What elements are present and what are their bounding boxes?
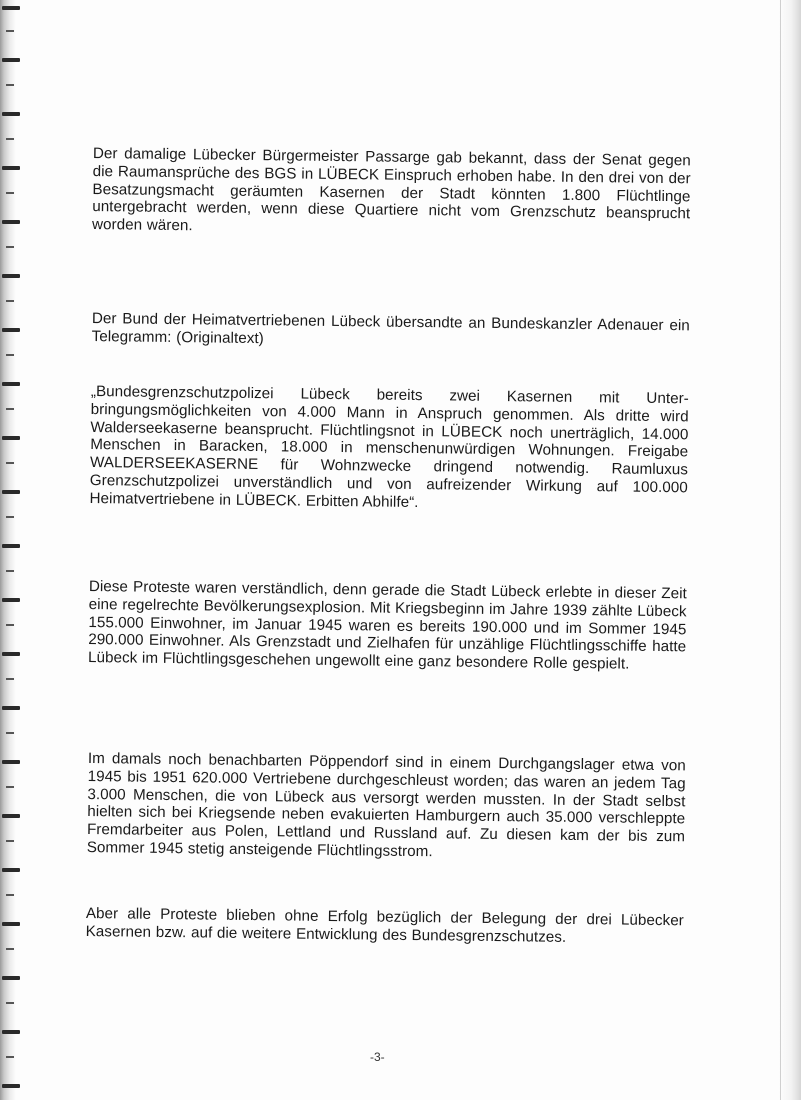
binding-mark [6,894,14,896]
binding-ring [2,814,20,818]
binding-mark [6,948,14,950]
paragraph-telegramm-text: „Bundesgrenzschutzpolizei Lübeck bereits zwei Kasernen mit Unter-bringungsmöglichkeiten von 4.000 Mann in Anspruch genommen. Als dritte wird Walderseekaserne beansprucht. Flüchtlingsnot in LÜBECK noch unerträglich, 14.000 Menschen in Baracken, 18.000 in menschenunwürdigen Wohnungen. Freigabe WALDERSEEKASERNE für Wohnzwecke dringend notwendig. Raumluxus Grenzschutzpolizei unverständlich und von aufreizender Wirkung auf 100.000 Heimatvertriebene in LÜBECK. Erbitten Abhilfe“. [89,383,689,511]
binding-ring [2,922,20,926]
binding-ring [2,868,20,872]
binding-ring [2,598,20,602]
binding-mark [6,1056,14,1058]
binding-mark [6,246,14,248]
binding-mark [6,192,14,194]
binding-ring [2,166,20,170]
page-number: -3- [370,1050,385,1064]
paragraph-telegramm-intro: Der Bund der Heimatvertriebenen Lübeck übersandte an Bundeskanzler Adenauer ein Telegramm: (Originaltext) [91,310,690,348]
binding-mark [6,462,14,464]
binding-ring [2,976,20,980]
page-edge-line [780,0,781,1100]
binding-ring [2,1030,20,1034]
binding-mark [6,354,14,356]
binding-mark [6,516,14,518]
binding-ring [2,544,20,548]
binding-mark [6,1002,14,1004]
binding-ring [2,112,20,116]
page-edge-shadow [779,0,801,1100]
binding-mark [6,786,14,788]
binding-mark [6,84,14,86]
binding-edge [0,0,16,1100]
binding-ring [2,6,20,10]
binding-ring [2,490,20,494]
binding-mark [6,624,14,626]
paragraph-poeppendorf: Im damals noch benachbarten Pöppendorf sind in einem Durchgangslager etwa von 1945 bis 1951 620.000 Vertriebene durchgeschleust worden; das waren an jedem Tag 3.000 Menschen, die von Lübeck aus versorgt werden mussten. In der Stadt selbst hielten sich bei Kriegsende neben evakuierten Hamburgern auch 35.000 verschleppte Fremdarbeiter aus Polen, Lettland und Russland auf. Zu diesen kam der bis zum Sommer 1945 stetig ansteigende Flüchtlingsstrom. [86,750,686,861]
binding-mark [6,840,14,842]
paragraph-senat-einspruch: Der damalige Lübecker Bürgermeister Passarge gab bekannt, dass der Senat gegen die Raumansprüche des BGS in LÜBECK Einspruch erhoben habe. In den drei von der Besatzungsmacht geräumten Kasernen der Stadt könnten 1.800 Flüchtlinge untergebracht werden, wenn diese Quartiere nicht vom Grenzschutz beansprucht worden wären. [91,145,691,235]
binding-mark [6,570,14,572]
binding-mark [6,30,14,32]
binding-ring [2,58,20,62]
binding-ring [2,274,20,278]
binding-ring [2,1084,20,1088]
binding-mark [6,408,14,410]
binding-ring [2,652,20,656]
binding-ring [2,760,20,764]
binding-ring [2,436,20,440]
binding-mark [6,300,14,302]
binding-ring [2,382,20,386]
binding-mark [6,678,14,680]
paragraph-proteste-erfolglos: Aber alle Proteste blieben ohne Erfolg bezüglich der Belegung der drei Lübecker Kasernen bzw. auf die weitere Entwicklung des Bundesgrenzschutzes. [85,905,684,946]
binding-ring [2,220,20,224]
binding-mark [6,138,14,140]
binding-ring [2,328,20,332]
paragraph-bevoelkerung: Diese Proteste waren verständlich, denn gerade die Stadt Lübeck erlebte in dieser Zeit eine regelrechte Bevölkerungsexplosion. Mit Kriegsbeginn im Jahre 1939 zählte Lübeck 155.000 Einwohner, im Januar 1945 waren es bereits 190.000 und im Sommer 1945 290.000 Einwohner. Als Grenzstadt und Zielhafen für unzählige Flüchtlingsschiffe hatte Lübeck im Flüchtlingsgeschehen ungewollt eine ganz besondere Rolle gespielt. [87,578,687,673]
binding-ring [2,706,20,710]
binding-mark [6,732,14,734]
